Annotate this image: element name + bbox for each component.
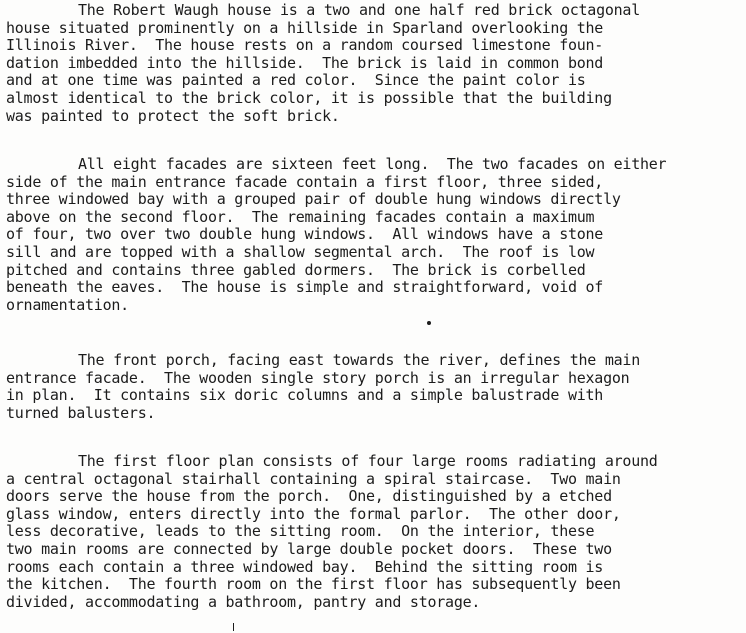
text-line: All eight facades are sixteen feet long. The two facades on either bbox=[78, 155, 667, 173]
text-line: of four, two over two double hung windows. All windows have a stone bbox=[6, 225, 604, 244]
text-line: three windowed bay with a grouped pair of double hung windows directly bbox=[6, 190, 621, 209]
text-line: two main rooms are connected by large double pocket doors. These two bbox=[6, 539, 612, 558]
text-line: entrance facade. The wooden single story porch is an irregular hexagon bbox=[6, 368, 630, 387]
text-line: divided, accommodating a bathroom, pantry and storage. bbox=[6, 592, 481, 611]
text-line: sill and are topped with a shallow segmental arch. The roof is low bbox=[6, 242, 595, 261]
text-line: glass window, enters directly into the formal parlor. The other door, bbox=[6, 504, 621, 523]
text-line: doors serve the house from the porch. One, distinguished by a etched bbox=[6, 487, 612, 506]
paragraph-facades bbox=[6, 156, 746, 332]
text-line: the kitchen. The fourth room on the first floor has subsequently been bbox=[6, 575, 621, 594]
text-line: ornamentation. bbox=[6, 295, 129, 314]
paragraph-house-overview bbox=[6, 2, 746, 125]
text-line: rooms each contain a three windowed bay. Behind the sitting room is bbox=[6, 557, 604, 576]
text-line: house situated prominently on a hillside in Sparland overlooking the bbox=[6, 18, 604, 37]
text-line: almost identical to the brick color, it is possible that the building bbox=[6, 88, 612, 107]
text-line: less decorative, leads to the sitting room. On the interior, these bbox=[6, 522, 595, 541]
text-line: pitched and contains three gabled dormers. The brick is corbelled bbox=[6, 260, 586, 279]
text-line: was painted to protect the soft brick. bbox=[6, 106, 340, 125]
text-line bbox=[6, 314, 746, 332]
text-line: and at one time was painted a red color. Since the paint color is bbox=[6, 71, 586, 90]
text-line: The front porch, facing east towards the river, defines the main bbox=[78, 351, 640, 369]
text-line: The Robert Waugh house is a two and one half red brick octagonal bbox=[78, 1, 640, 19]
text-line: The first floor plan consists of four large rooms radiating around bbox=[78, 452, 658, 470]
text-line: side of the main entrance facade contain a first floor, three sided, bbox=[6, 172, 604, 191]
text-line: in plan. It contains six doric columns and a simple balustrade with bbox=[6, 386, 604, 405]
text-line: Illinois River. The house rests on a random coursed limestone foun- bbox=[6, 36, 604, 55]
text-line: above on the second floor. The remaining facades contain a maximum bbox=[6, 207, 595, 226]
text-line: turned balusters. bbox=[6, 403, 156, 422]
text-line: dation imbedded into the hillside. The brick is laid in common bond bbox=[6, 53, 604, 72]
text-line: beneath the eaves. The house is simple and straightforward, void of bbox=[6, 278, 604, 297]
paragraph-first-floor-plan bbox=[6, 453, 746, 611]
text-line: a central octagonal stairhall containing a spiral staircase. Two main bbox=[6, 469, 621, 488]
paragraph-front-porch bbox=[6, 352, 746, 422]
stray-ink-dot bbox=[427, 321, 431, 325]
stray-ink-tick bbox=[233, 623, 234, 631]
